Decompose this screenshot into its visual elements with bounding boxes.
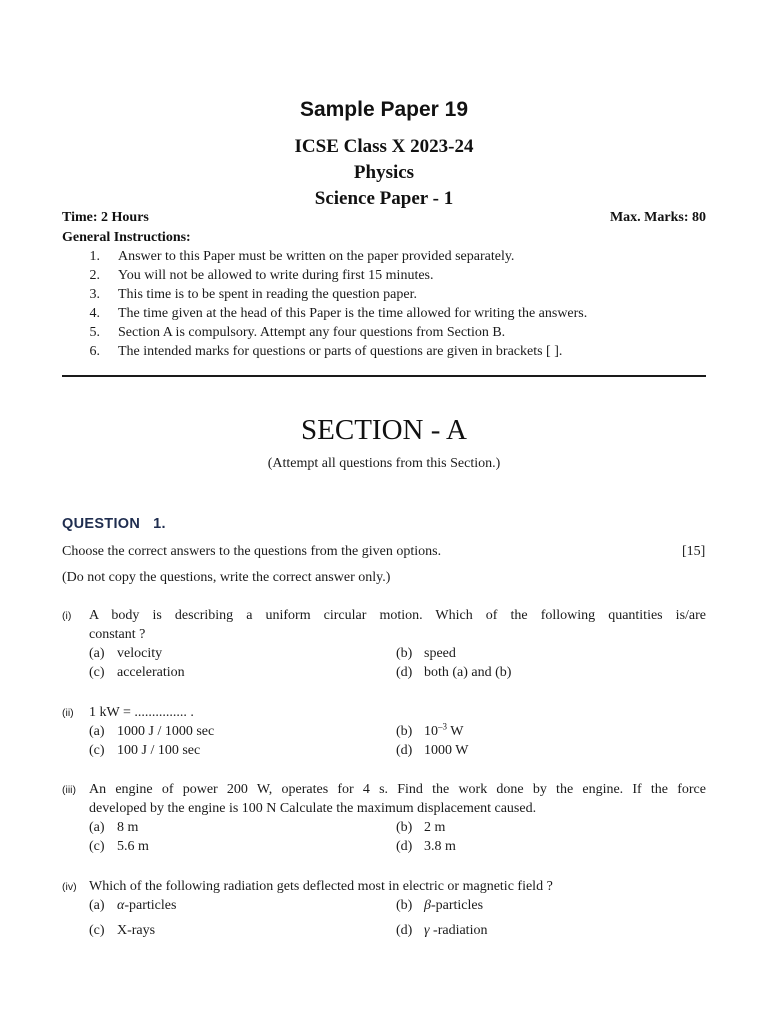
option-text: 1000 J / 1000 sec — [117, 724, 215, 739]
instruction-text: Answer to this Paper must be written on the paper provided separately. — [118, 249, 515, 264]
header-divider — [62, 375, 706, 377]
option-text: velocity — [117, 646, 163, 661]
option-text: -radiation — [429, 923, 488, 938]
instruction-number: 4. — [89, 306, 100, 321]
option-c — [89, 743, 200, 759]
option-text: speed — [424, 646, 456, 661]
option-text-base: 10 — [424, 724, 438, 739]
question-intro: Choose the correct answers to the questions from the given options. — [62, 544, 442, 559]
option-key: (d) — [396, 923, 413, 938]
part-question-text: A body is describing a uniform circular motion. Which of the following quantities is/are — [89, 608, 706, 623]
instruction-text: The intended marks for questions or parts of questions are given in brackets [ ]. — [118, 344, 563, 359]
section-title: SECTION - A — [301, 414, 467, 446]
option-key: (b) — [396, 724, 413, 739]
instruction-text: The time given at the head of this Paper is the time allowed for writing the answers. — [118, 306, 588, 321]
option-text: 8 m — [117, 820, 139, 835]
instruction-number: 5. — [89, 325, 100, 340]
instruction-text: You will not be allowed to write during first 15 minutes. — [118, 268, 434, 283]
option-b — [396, 646, 456, 662]
section-subtitle: (Attempt all questions from this Section.) — [267, 456, 501, 471]
option-b — [396, 898, 483, 914]
part-label: (ii) — [62, 707, 74, 719]
option-b — [396, 820, 445, 836]
option-key: (b) — [396, 820, 413, 835]
option-key: (d) — [396, 743, 413, 758]
option-text: -particles — [430, 898, 484, 913]
option-key: (c) — [89, 923, 105, 938]
part-question-text: developed by the engine is 100 N Calculate the maximum displacement caused. — [89, 801, 537, 816]
option-key: (b) — [396, 898, 413, 913]
instructions-title: General Instructions: — [62, 230, 191, 245]
paper-title: Sample Paper 19 — [299, 98, 469, 121]
option-key: (c) — [89, 743, 105, 758]
instruction-text: Section A is compulsory. Attempt any four questions from Section B. — [118, 325, 506, 340]
instruction-number: 6. — [89, 344, 100, 359]
option-text: both (a) and (b) — [424, 665, 512, 680]
option-a — [89, 646, 162, 662]
option-c — [89, 839, 149, 855]
option-key: (a) — [89, 724, 105, 739]
instruction-number: 1. — [89, 249, 100, 264]
option-text-exponent: –3 — [438, 721, 447, 732]
option-text: 5.6 m — [117, 839, 149, 854]
time-allowed: Time: 2 Hours — [62, 210, 149, 225]
option-a — [89, 724, 214, 740]
option-key: (a) — [89, 898, 105, 913]
option-key: (a) — [89, 646, 105, 661]
option-key: (a) — [89, 820, 105, 835]
greek-symbol: γ — [424, 923, 430, 938]
option-text: 2 m — [424, 820, 446, 835]
part-question-text: 1 kW = ............... . — [89, 705, 194, 720]
option-key: (d) — [396, 665, 413, 680]
greek-symbol: α — [117, 898, 125, 913]
subject-name: Physics — [353, 162, 415, 183]
option-d — [396, 923, 487, 939]
part-question-text: Which of the following radiation gets deflected most in electric or magnetic field ? — [89, 879, 553, 894]
instruction-number: 3. — [89, 287, 100, 302]
part-label: (i) — [62, 610, 72, 622]
option-text: X-rays — [117, 923, 156, 938]
part-question-text: constant ? — [89, 627, 146, 642]
question-note: (Do not copy the questions, write the correct answer only.) — [62, 570, 391, 585]
question-heading: QUESTION 1. — [62, 516, 166, 532]
option-key: (c) — [89, 665, 105, 680]
part-label: (iv) — [62, 881, 77, 893]
option-d — [396, 839, 456, 855]
option-d — [396, 743, 468, 759]
option-c — [89, 923, 155, 939]
option-text: 1000 W — [424, 743, 469, 758]
option-key: (b) — [396, 646, 413, 661]
part-question-text: An engine of power 200 W, operates for 4 s. Find the work done by the engine. If the force — [89, 782, 706, 797]
option-a — [89, 820, 138, 836]
greek-symbol: β — [424, 898, 431, 913]
option-d — [396, 665, 511, 681]
option-key: (c) — [89, 839, 105, 854]
max-marks: Max. Marks: 80 — [609, 210, 706, 225]
part-label: (iii) — [62, 784, 76, 796]
option-text: -particles — [124, 898, 177, 913]
question-marks: [15] — [682, 544, 706, 559]
paper-name: Science Paper - 1 — [314, 188, 454, 209]
option-text: acceleration — [117, 665, 185, 680]
exam-name: ICSE Class X 2023-24 — [294, 136, 474, 157]
instruction-text: This time is to be spent in reading the question paper. — [118, 287, 417, 302]
option-text: 100 J / 100 sec — [117, 743, 201, 758]
option-text: 3.8 m — [424, 839, 456, 854]
option-b — [396, 721, 464, 740]
option-c — [89, 665, 185, 681]
option-text-unit: W — [447, 724, 464, 739]
option-key: (d) — [396, 839, 413, 854]
instruction-number: 2. — [89, 268, 100, 283]
option-a — [89, 898, 176, 914]
